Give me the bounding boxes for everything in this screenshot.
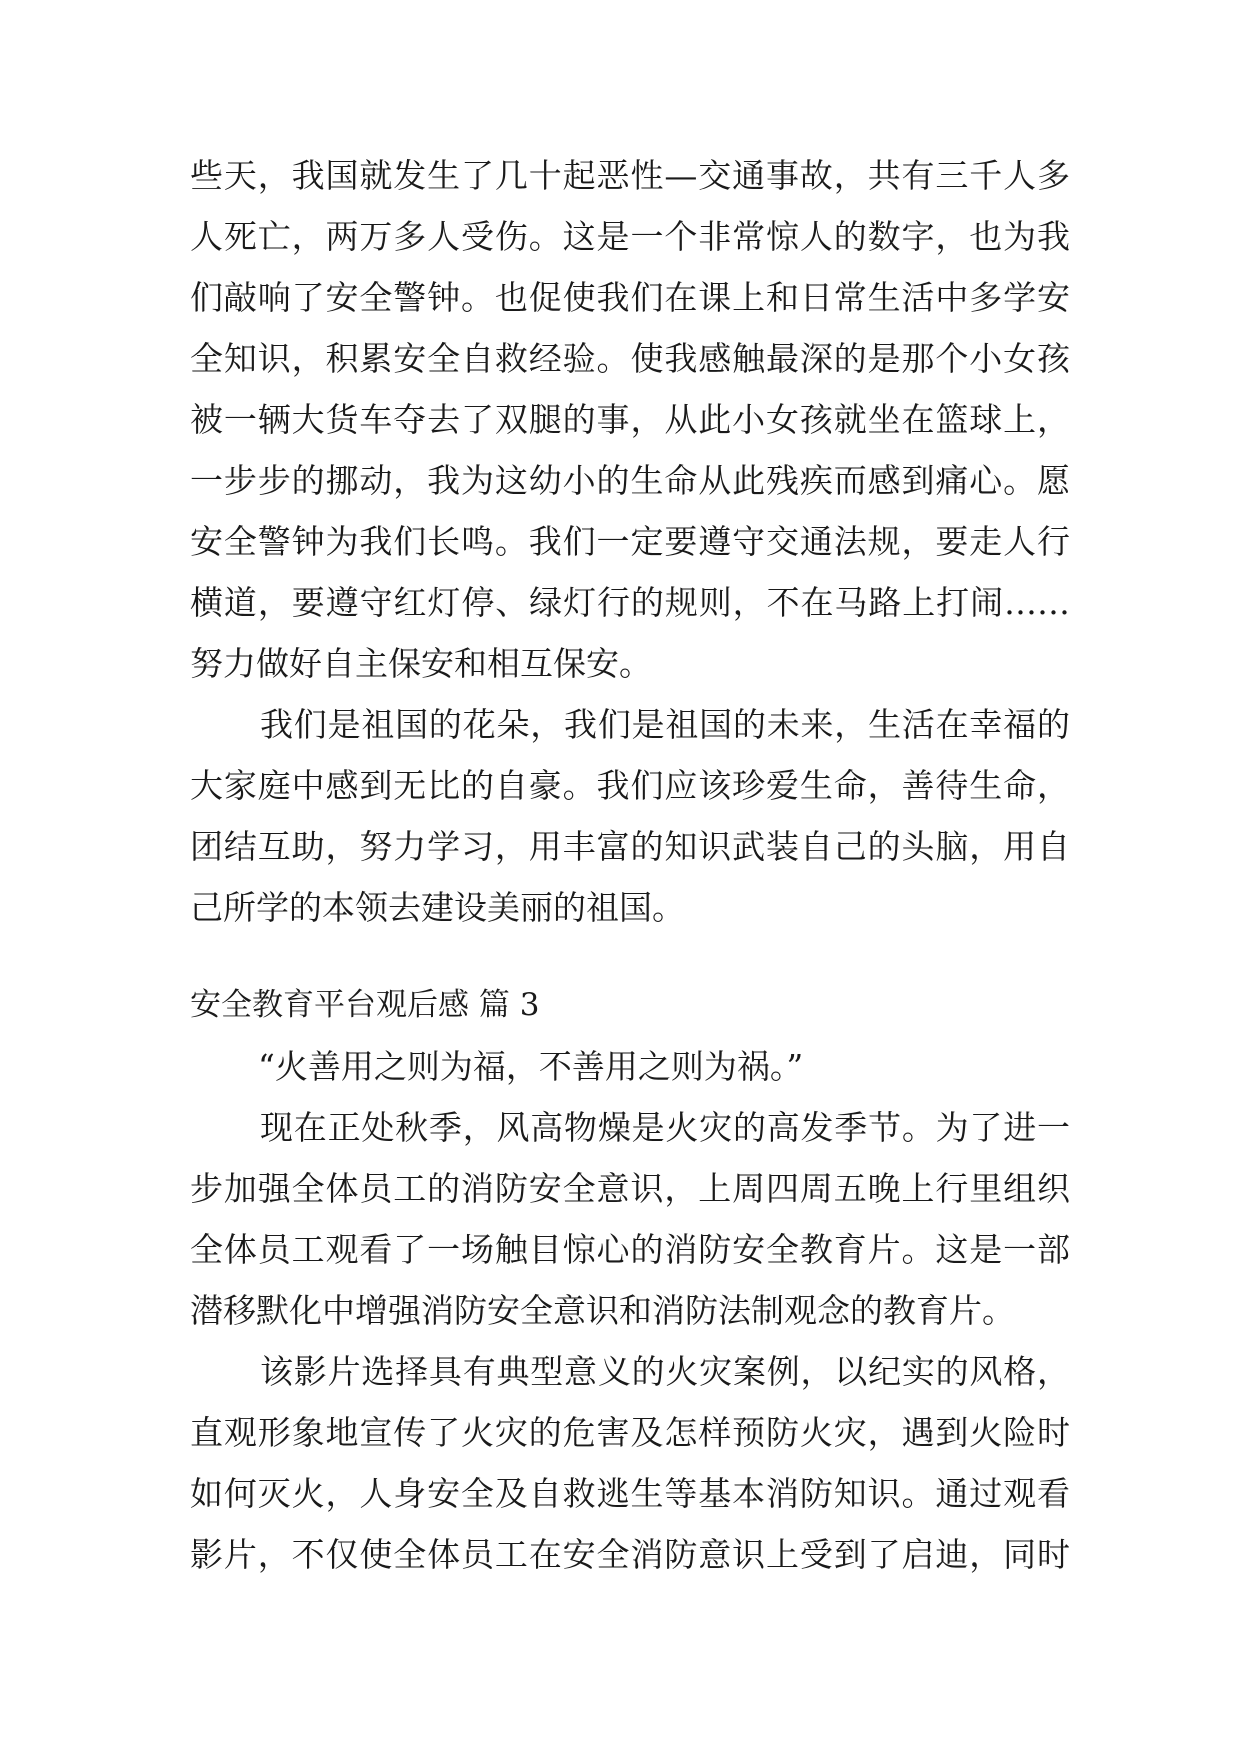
text-line: 横道，要遵守红灯停、绿灯行的规则，不在马路上打闹…… <box>190 583 1070 622</box>
text-line: 努力做好自主保安和相互保安。 <box>190 644 652 683</box>
text-line: 全体员工观看了一场触目惊心的消防安全教育片。这是一部 <box>190 1230 1070 1269</box>
text-line: 全知识，积累安全自救经验。使我感触最深的是那个小女孩 <box>190 339 1070 378</box>
paragraph-fire-season <box>190 1097 1070 1341</box>
section-heading: 安全教育平台观后感 篇 3 <box>190 987 540 1023</box>
text-line: 团结互助，努力学习，用丰富的知识武装自己的头脑，用自 <box>190 827 1070 866</box>
text-line: 己所学的本领去建设美丽的祖国。 <box>190 888 685 927</box>
text-line: 该影片选择具有典型意义的火灾案例，以纪实的风格， <box>260 1352 1070 1391</box>
text-line: 现在正处秋季，风高物燥是火灾的高发季节。为了进一 <box>260 1108 1070 1147</box>
text-line: 人死亡，两万多人受伤。这是一个非常惊人的数字，也为我 <box>190 217 1070 256</box>
paragraph-traffic-safety <box>190 145 1070 694</box>
text-line: 安全警钟为我们长鸣。我们一定要遵守交通法规，要走人行 <box>190 522 1070 561</box>
paragraph-film-review <box>190 1341 1070 1585</box>
paragraph-motherland <box>190 694 1070 938</box>
text-line: 潜移默化中增强消防安全意识和消防法制观念的教育片。 <box>190 1291 1015 1330</box>
text-line: 步加强全体员工的消防安全意识，上周四周五晚上行里组织 <box>190 1169 1070 1208</box>
text-line: 如何灭火，人身安全及自救逃生等基本消防知识。通过观看 <box>190 1474 1070 1513</box>
text-line: 我们是祖国的花朵，我们是祖国的未来，生活在幸福的 <box>260 705 1070 744</box>
text-line: 影片，不仅使全体员工在安全消防意识上受到了启迪，同时 <box>190 1535 1070 1574</box>
text-line: 大家庭中感到无比的自豪。我们应该珍爱生命，善待生命， <box>190 766 1070 805</box>
text-line: 们敲响了安全警钟。也促使我们在课上和日常生活中多学安 <box>190 278 1070 317</box>
text-line: 被一辆大货车夺去了双腿的事，从此小女孩就坐在篮球上， <box>190 400 1070 439</box>
text-line: 直观形象地宣传了火灾的危害及怎样预防火灾，遇到火险时 <box>190 1413 1070 1452</box>
text-line: 一步步的挪动，我为这幼小的生命从此残疾而感到痛心。愿 <box>190 461 1070 500</box>
text-line: 些天，我国就发生了几十起恶性—交通事故，共有三千人多 <box>190 156 1070 195</box>
quote-line: “火善用之则为福，不善用之则为祸。” <box>258 1047 804 1086</box>
